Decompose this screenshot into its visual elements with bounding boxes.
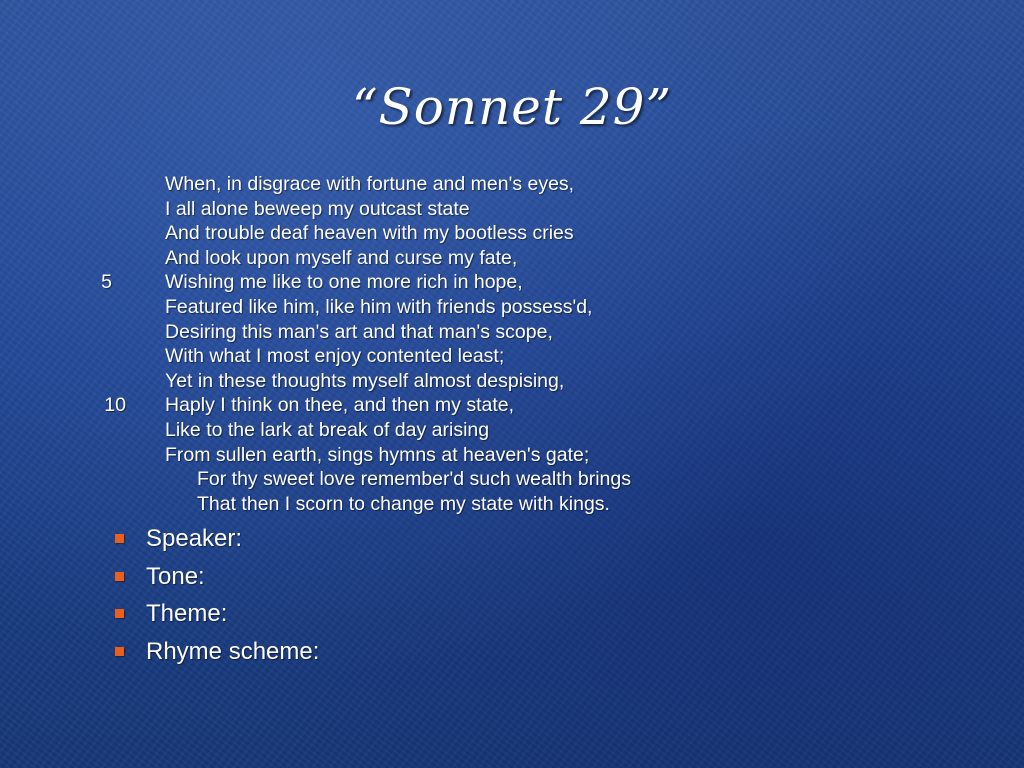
poem-line-text: Desiring this man's art and that man's scope, <box>165 320 553 343</box>
poem-line-text: From sullen earth, sings hymns at heaven's gate; <box>165 443 590 466</box>
poem-line <box>0 270 1024 295</box>
poem-line-text: With what I most enjoy contented least; <box>165 345 505 368</box>
poem-line <box>0 443 1024 468</box>
square-bullet-icon <box>115 647 124 656</box>
poem-line-text: I all alone beweep my outcast state <box>165 197 470 220</box>
poem-line <box>0 197 1024 222</box>
poem-line-text: And trouble deaf heaven with my bootless cries <box>165 222 574 245</box>
poem-line <box>0 295 1024 320</box>
poem-line <box>0 393 1024 418</box>
poem-block <box>0 172 1024 516</box>
poem-line <box>0 344 1024 369</box>
poem-line <box>0 246 1024 271</box>
poem-line-text: And look upon myself and curse my fate, <box>165 246 518 269</box>
poem-line <box>0 492 1024 517</box>
poem-line-text: That then I scorn to change my state with kings. <box>197 492 610 515</box>
bullet-label: Rhyme scheme: <box>146 637 320 665</box>
bullet-label: Theme: <box>146 600 228 627</box>
square-bullet-icon <box>115 609 124 618</box>
bullet-item <box>110 558 319 596</box>
poem-line <box>0 467 1024 492</box>
bullet-item <box>110 520 319 558</box>
poem-line <box>0 320 1024 345</box>
poem-line <box>0 172 1024 197</box>
poem-line-text: Wishing me like to one more rich in hope, <box>165 271 523 294</box>
slide-title: “Sonnet 29” <box>351 78 673 136</box>
bullet-item <box>110 633 319 671</box>
poem-line-text: Haply I think on thee, and then my state, <box>165 394 515 417</box>
poem-line-text: For thy sweet love remember'd such wealth brings <box>197 468 631 491</box>
bullet-label: Speaker: <box>146 525 243 552</box>
bullet-list <box>110 520 319 670</box>
poem-line-text: Like to the lark at break of day arising <box>165 418 490 441</box>
line-number: 10 <box>104 394 126 417</box>
square-bullet-icon <box>115 534 124 543</box>
line-number: 5 <box>101 271 112 294</box>
poem-line-text: Yet in these thoughts myself almost despising, <box>165 369 565 392</box>
poem-line <box>0 418 1024 443</box>
poem-line <box>0 369 1024 394</box>
poem-line <box>0 221 1024 246</box>
poem-line-text: When, in disgrace with fortune and men's eyes, <box>165 173 575 195</box>
bullet-label: Tone: <box>146 562 205 590</box>
bullet-item <box>110 595 319 633</box>
poem-line-text: Featured like him, like him with friends possess'd, <box>165 295 593 318</box>
square-bullet-icon <box>115 572 124 581</box>
